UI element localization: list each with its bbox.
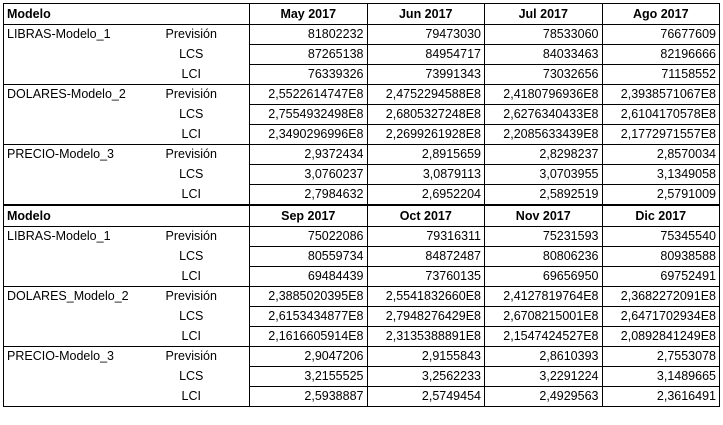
value-cell: 3,2155525 [250, 367, 368, 387]
value-cell: 84033463 [485, 45, 603, 65]
row-label: Previsión [134, 347, 250, 367]
model-name: PRECIO-Modelo_3 [4, 347, 134, 367]
month-column-header: Jun 2017 [367, 4, 485, 25]
value-cell: 2,6153434877E8 [250, 307, 368, 327]
value-cell: 2,7984632 [250, 185, 368, 206]
value-cell: 2,9372434 [250, 145, 368, 165]
month-column-header: Nov 2017 [485, 205, 603, 227]
value-cell: 71158552 [602, 65, 720, 85]
model-name: LIBRAS-Modelo_1 [4, 25, 134, 45]
value-cell: 2,2085633439E8 [485, 125, 603, 145]
value-cell: 2,8610393 [485, 347, 603, 367]
value-cell: 2,1547424527E8 [485, 327, 603, 347]
table-row [4, 267, 720, 287]
table-row [4, 327, 720, 347]
value-cell: 2,5522614747E8 [250, 85, 368, 105]
table-row [4, 105, 720, 125]
value-cell: 69752491 [602, 267, 720, 287]
value-cell: 2,8298237 [485, 145, 603, 165]
model-name [4, 367, 134, 387]
value-cell: 2,0892841249E8 [602, 327, 720, 347]
model-name [4, 65, 134, 85]
table-row [4, 185, 720, 206]
value-cell: 2,4929563 [485, 387, 603, 407]
table-row [4, 287, 720, 307]
row-label: LCI [134, 387, 250, 407]
value-cell: 2,7553078 [602, 347, 720, 367]
value-cell: 79473030 [367, 25, 485, 45]
value-cell: 3,0703955 [485, 165, 603, 185]
table-row [4, 367, 720, 387]
model-name: LIBRAS-Modelo_1 [4, 227, 134, 247]
value-cell: 75345540 [602, 227, 720, 247]
table-row [4, 387, 720, 407]
row-label: Previsión [134, 85, 250, 105]
value-cell: 2,4127819764E8 [485, 287, 603, 307]
table-row [4, 247, 720, 267]
value-cell: 80806236 [485, 247, 603, 267]
value-cell: 2,3938571067E8 [602, 85, 720, 105]
model-name: PRECIO-Modelo_3 [4, 145, 134, 165]
table-row [4, 165, 720, 185]
model-name [4, 165, 134, 185]
value-cell: 79316311 [367, 227, 485, 247]
row-label: LCI [134, 267, 250, 287]
value-cell: 73760135 [367, 267, 485, 287]
value-cell: 73032656 [485, 65, 603, 85]
value-cell: 2,2699261928E8 [367, 125, 485, 145]
value-cell: 75231593 [485, 227, 603, 247]
value-cell: 2,5892519 [485, 185, 603, 206]
model-column-header: Modelo [4, 205, 250, 227]
value-cell: 69656950 [485, 267, 603, 287]
value-cell: 3,2291224 [485, 367, 603, 387]
model-name [4, 185, 134, 206]
month-column-header: Sep 2017 [250, 205, 368, 227]
row-label: LCS [134, 45, 250, 65]
value-cell: 2,9155843 [367, 347, 485, 367]
table-row [4, 227, 720, 247]
value-cell: 2,5541832660E8 [367, 287, 485, 307]
value-cell: 2,4180796936E8 [485, 85, 603, 105]
value-cell: 2,6952204 [367, 185, 485, 206]
value-cell: 2,3616491 [602, 387, 720, 407]
value-cell: 69484439 [250, 267, 368, 287]
row-label: LCI [134, 327, 250, 347]
model-name [4, 45, 134, 65]
value-cell: 2,3682272091E8 [602, 287, 720, 307]
value-cell: 2,3885020395E8 [250, 287, 368, 307]
model-name [4, 125, 134, 145]
value-cell: 80938588 [602, 247, 720, 267]
row-label: LCS [134, 367, 250, 387]
value-cell: 2,6276340433E8 [485, 105, 603, 125]
value-cell: 2,7554932498E8 [250, 105, 368, 125]
table-row [4, 45, 720, 65]
value-cell: 2,8915659 [367, 145, 485, 165]
header-row [4, 4, 720, 25]
row-label: LCI [134, 185, 250, 206]
model-name [4, 327, 134, 347]
row-label: LCI [134, 65, 250, 85]
value-cell: 2,8570034 [602, 145, 720, 165]
value-cell: 2,6471702934E8 [602, 307, 720, 327]
row-label: LCI [134, 125, 250, 145]
value-cell: 3,2562233 [367, 367, 485, 387]
month-column-header: Jul 2017 [485, 4, 603, 25]
table-row [4, 125, 720, 145]
model-name [4, 247, 134, 267]
model-name [4, 387, 134, 407]
value-cell: 80559734 [250, 247, 368, 267]
value-cell: 2,1772971557E8 [602, 125, 720, 145]
table-row [4, 25, 720, 45]
forecast-table [3, 3, 720, 407]
value-cell: 75022086 [250, 227, 368, 247]
value-cell: 2,5791009 [602, 185, 720, 206]
value-cell: 76339326 [250, 65, 368, 85]
model-name [4, 105, 134, 125]
row-label: LCS [134, 105, 250, 125]
value-cell: 87265138 [250, 45, 368, 65]
value-cell: 2,3490296996E8 [250, 125, 368, 145]
value-cell: 3,0879113 [367, 165, 485, 185]
table-row [4, 145, 720, 165]
month-column-header: May 2017 [250, 4, 368, 25]
model-name [4, 267, 134, 287]
row-label: LCS [134, 247, 250, 267]
value-cell: 2,7948276429E8 [367, 307, 485, 327]
value-cell: 81802232 [250, 25, 368, 45]
model-name [4, 307, 134, 327]
value-cell: 2,5749454 [367, 387, 485, 407]
value-cell: 2,9047206 [250, 347, 368, 367]
value-cell: 2,6805327248E8 [367, 105, 485, 125]
row-label: Previsión [134, 25, 250, 45]
value-cell: 82196666 [602, 45, 720, 65]
model-column-header: Modelo [4, 4, 250, 25]
value-cell: 3,1349058 [602, 165, 720, 185]
table-row [4, 307, 720, 327]
value-cell: 2,6104170578E8 [602, 105, 720, 125]
month-column-header: Dic 2017 [602, 205, 720, 227]
month-column-header: Oct 2017 [367, 205, 485, 227]
value-cell: 2,1616605914E8 [250, 327, 368, 347]
value-cell: 2,6708215001E8 [485, 307, 603, 327]
row-label: LCS [134, 307, 250, 327]
model-name: DOLARES-Modelo_2 [4, 85, 134, 105]
value-cell: 73991343 [367, 65, 485, 85]
month-column-header: Ago 2017 [602, 4, 720, 25]
row-label: Previsión [134, 287, 250, 307]
row-label: Previsión [134, 145, 250, 165]
table-row [4, 85, 720, 105]
forecast-table-body [4, 4, 720, 407]
value-cell: 2,4752294588E8 [367, 85, 485, 105]
value-cell: 2,5938887 [250, 387, 368, 407]
value-cell: 3,0760237 [250, 165, 368, 185]
table-row [4, 65, 720, 85]
value-cell: 84872487 [367, 247, 485, 267]
value-cell: 76677609 [602, 25, 720, 45]
value-cell: 2,3135388891E8 [367, 327, 485, 347]
row-label: LCS [134, 165, 250, 185]
value-cell: 84954717 [367, 45, 485, 65]
row-label: Previsión [134, 227, 250, 247]
model-name: DOLARES_Modelo_2 [4, 287, 134, 307]
value-cell: 78533060 [485, 25, 603, 45]
table-row [4, 347, 720, 367]
value-cell: 3,1489665 [602, 367, 720, 387]
forecast-table-container [3, 3, 719, 407]
header-row [4, 205, 720, 227]
